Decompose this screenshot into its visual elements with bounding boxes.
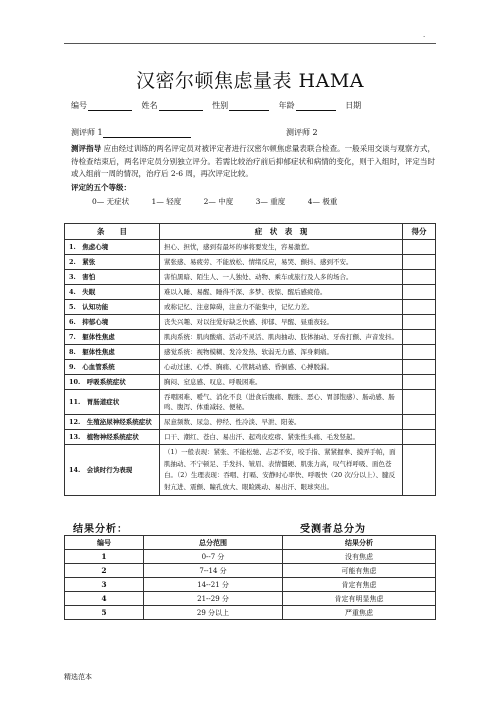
result-range: 14--21 分 — [144, 578, 283, 592]
score-cell[interactable] — [403, 360, 436, 375]
score-cell[interactable] — [403, 430, 436, 445]
result-range: 7--14 分 — [144, 564, 283, 578]
table-row — [65, 300, 436, 315]
score-cell[interactable] — [403, 240, 436, 255]
result-heading: 结果分析： — [73, 524, 128, 535]
row-symptom: 或称记忆、注意障碍，注意力不能集中，记忆力差。 — [160, 300, 403, 315]
row-item: 12. 生殖泌尿神经系统症状 — [65, 415, 160, 430]
date-label: 日期 — [345, 101, 362, 110]
row-symptom: 肌肉系统：肌肉酸痛、活动不灵活、肌肉抽动、肢体抽动、牙齿打颤、声音发抖。 — [160, 330, 403, 345]
header-rule — [64, 43, 436, 44]
levels-list — [92, 196, 357, 207]
rater1-label: 测评师 1 — [71, 128, 103, 137]
table-row — [65, 390, 436, 415]
footer-label: 精选范本 — [64, 673, 92, 681]
row-item: 14. 会谈时行为表现 — [65, 445, 160, 496]
row-item: 7. 躯体性焦虑 — [65, 330, 160, 345]
table-row — [65, 578, 436, 592]
result-no: 2 — [65, 564, 144, 578]
symptom-table — [64, 223, 436, 496]
header-symptom: 症 状 表 现 — [160, 224, 403, 240]
score-cell[interactable] — [403, 375, 436, 390]
result-range: 29 分以上 — [144, 606, 283, 620]
guide-label: 测评指导 — [71, 144, 102, 153]
result-analysis: 可能有焦虑 — [283, 564, 436, 578]
table-row — [65, 375, 436, 390]
table-row — [65, 315, 436, 330]
row-item: 1. 焦虑心境 — [65, 240, 160, 255]
score-cell[interactable] — [403, 255, 436, 270]
name-field[interactable] — [159, 101, 203, 111]
score-cell[interactable] — [403, 300, 436, 315]
result-no: 5 — [65, 606, 144, 620]
score-cell[interactable] — [403, 270, 436, 285]
row-symptom: 口干、潮红、苍白、易出汗、起鸡皮疙瘩、紧张性头痛、毛发竖起。 — [160, 430, 403, 445]
result-analysis: 严重焦虑 — [283, 606, 436, 620]
info-row — [71, 100, 361, 111]
name-label: 姓名 — [141, 101, 158, 110]
row-item: 13. 植物神经系统症状 — [65, 430, 160, 445]
row-item: 3. 害怕 — [65, 270, 160, 285]
table-row — [65, 285, 436, 300]
score-cell[interactable] — [403, 415, 436, 430]
number-label: 编号 — [71, 101, 87, 110]
score-cell[interactable] — [403, 315, 436, 330]
table-row — [65, 445, 436, 496]
score-cell[interactable] — [403, 390, 436, 415]
level-4: 4— 极重 — [307, 197, 338, 206]
row-symptom: 胸闷、窒息感、叹息、呼吸困难。 — [160, 375, 403, 390]
row-symptom: 感觉系统：视物模糊、发冷发热、软弱无力感、浑身刺痛。 — [160, 345, 403, 360]
row-symptom: 丧失兴趣、对以往爱好缺乏快感、抑郁、早醒、昼重夜轻。 — [160, 315, 403, 330]
table-row — [65, 255, 436, 270]
row-symptom: 吞咽困难、嗳气、消化不良（进食后腹痛、腹胀、恶心、胃部饱感）、肠动感、肠鸣、腹泻、体重减轻、便秘。 — [160, 390, 403, 415]
result-no: 3 — [65, 578, 144, 592]
table-row — [65, 240, 436, 255]
row-item: 5. 认知功能 — [65, 300, 160, 315]
row-symptom: 难以入睡、易醒、睡得不深、多梦、夜惊、醒后感疲倦。 — [160, 285, 403, 300]
row-symptom: 担心、担忧，感到有最坏的事将要发生，容易激惹。 — [160, 240, 403, 255]
row-item: 10. 呼吸系统症状 — [65, 375, 160, 390]
score-cell[interactable] — [403, 330, 436, 345]
row-symptom: 害怕黑暗、陌生人、一人独处、动物、乘车或旅行及人多的场合。 — [160, 270, 403, 285]
result-analysis: 肯定有明显焦虑 — [283, 592, 436, 606]
rater1 — [71, 127, 191, 138]
result-header-range: 总分范围 — [144, 536, 283, 550]
result-analysis: 没有焦虑 — [283, 550, 436, 564]
row-item: 8. 躯体性焦虑 — [65, 345, 160, 360]
gender-field[interactable] — [229, 101, 269, 111]
score-cell[interactable] — [403, 445, 436, 496]
header-item: 条 目 — [65, 224, 160, 240]
table-row — [65, 270, 436, 285]
level-1: 1— 轻度 — [151, 197, 182, 206]
table-row — [65, 606, 436, 620]
level-2: 2— 中度 — [203, 197, 234, 206]
table-row — [65, 550, 436, 564]
row-symptom: 心动过速、心悸、胸痛、心管跳动感、昏倒感、心搏脱漏。 — [160, 360, 403, 375]
table-row — [65, 564, 436, 578]
table-row — [65, 360, 436, 375]
result-range: 0--7 分 — [144, 550, 283, 564]
gender-label: 性别 — [212, 101, 229, 110]
guide-paragraph — [71, 143, 435, 181]
row-symptom: 尿意频数、尿急、停经、性冷淡、早泄、阳萎。 — [160, 415, 403, 430]
score-cell[interactable] — [403, 345, 436, 360]
table-row — [65, 415, 436, 430]
result-no: 4 — [65, 592, 144, 606]
row-item: 6. 抑郁心境 — [65, 315, 160, 330]
row-symptom: 紧张感、易疲劳、不能放松、情绪反应，易哭、颤抖、感到不安。 — [160, 255, 403, 270]
table-row — [65, 345, 436, 360]
age-label: 年龄 — [278, 101, 295, 110]
levels-heading: 评定的五个等级： — [71, 183, 131, 192]
header-score: 得分 — [403, 224, 436, 240]
result-table-header — [65, 536, 436, 550]
score-cell[interactable] — [403, 285, 436, 300]
result-range: 21--29 分 — [144, 592, 283, 606]
rater1-field[interactable] — [103, 128, 191, 138]
result-table — [64, 535, 436, 620]
row-item: 2. 紧张 — [65, 255, 160, 270]
rater2-label: 测评师 2 — [286, 128, 318, 137]
result-header-analysis: 结果分析 — [283, 536, 436, 550]
guide-text: 应由经过训练的两名评定员对被评定者进行汉密尔顿焦虑量表联合检查。一般采用交谈与观察方式，待检查结束后，两名评定员分别独立评分。若需比较治疗前后抑郁症状和病情的变化，则于入组时，评定当时或入组前一周的情况，治疗后 2-6 周，再次评定比较。 — [71, 144, 436, 178]
table-row — [65, 592, 436, 606]
level-3: 3— 重度 — [255, 197, 286, 206]
result-analysis: 肯定有焦虑 — [283, 578, 436, 592]
row-item: 11. 胃肠道症状 — [65, 390, 160, 415]
level-0: 0— 无症状 — [92, 197, 130, 206]
row-item: 9. 心血管系统 — [65, 360, 160, 375]
number-field[interactable] — [88, 101, 132, 111]
table-row — [65, 430, 436, 445]
total-score-heading: 受测者总分为 — [300, 524, 366, 535]
row-symptom: （1）一般表现：紧张、不能松驰、忐忑不安，咬手指、紧紧握拳、摸弄手帕，面肌抽动、不宁顿足、手发抖、皱眉、表情僵硬、肌张力高，叹气样呼吸、面色苍白。（2）生理表现：吞咽、打嗝、安静时心率快、呼吸快（20 次/分以上）、腱反射亢进、震颤、瞳孔放大、眼睑跳动、易出汗、眼球突出。 — [160, 445, 403, 496]
row-item: 4. 失眠 — [65, 285, 160, 300]
table-row — [65, 330, 436, 345]
symptom-table-header — [65, 224, 436, 240]
age-field[interactable] — [296, 101, 336, 111]
header-mark: . — [423, 31, 426, 39]
result-no: 1 — [65, 550, 144, 564]
result-header-no: 编号 — [65, 536, 144, 550]
page-title: 汉密尔顿焦虑量表 HAMA — [135, 70, 364, 92]
